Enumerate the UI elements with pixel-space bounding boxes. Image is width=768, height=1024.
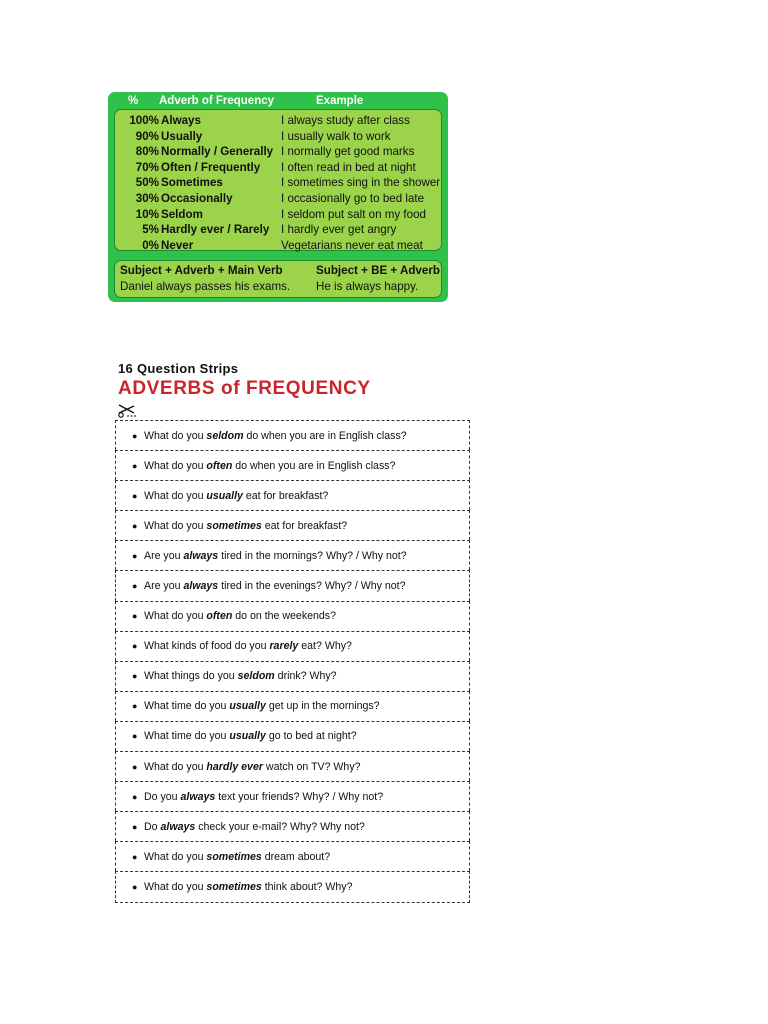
rule-example-left: Daniel always passes his exams. — [120, 280, 291, 293]
question-adverb: usually — [229, 700, 266, 713]
question-strips — [115, 420, 470, 903]
question-text — [144, 700, 380, 712]
bullet-icon: ● — [132, 430, 138, 441]
question-text — [144, 791, 383, 803]
row-percent: 90% — [135, 129, 159, 143]
question-prefix: Are you — [144, 580, 184, 593]
scissors-icon — [117, 402, 137, 418]
question-suffix: drink? Why? — [274, 670, 337, 683]
question-adverb: seldom — [206, 429, 244, 442]
question-prefix: What do you — [144, 760, 207, 773]
question-text — [144, 610, 336, 622]
question-text — [144, 730, 357, 742]
question-suffix: eat? Why? — [298, 640, 352, 653]
row-adverb: Always — [161, 114, 201, 127]
bullet-icon: ● — [132, 520, 138, 531]
row-percent: 0% — [142, 238, 159, 252]
row-adverb: Never — [161, 238, 194, 252]
question-strip — [115, 751, 470, 781]
question-strip — [115, 631, 470, 661]
frequency-row — [115, 176, 441, 192]
bullet-icon: ● — [132, 550, 138, 561]
bullet-icon: ● — [132, 821, 138, 832]
question-text — [144, 550, 407, 562]
question-prefix: What do you — [144, 489, 207, 502]
question-strip — [115, 540, 470, 570]
question-strip — [115, 781, 470, 811]
question-suffix: check your e-mail? Why? Why not? — [195, 820, 365, 833]
rule-adverb-main-verb: Subject + Adverb + Main Verb — [120, 264, 283, 277]
question-suffix: think about? Why? — [261, 880, 353, 893]
frequency-card — [108, 92, 448, 302]
row-percent: 50% — [135, 176, 159, 190]
frequency-row — [115, 208, 441, 224]
question-suffix: dream about? — [261, 850, 331, 863]
frequency-row — [115, 161, 441, 177]
row-example: Vegetarians never eat meat — [281, 238, 423, 252]
question-prefix: What time do you — [144, 730, 230, 743]
question-adverb: usually — [229, 730, 266, 743]
question-suffix: do when you are in English class? — [243, 429, 407, 442]
row-example: I sometimes sing in the shower — [281, 176, 441, 190]
question-adverb: always — [183, 549, 219, 562]
frequency-row — [115, 239, 441, 255]
question-adverb: sometimes — [206, 880, 262, 893]
question-adverb: rarely — [269, 640, 299, 653]
frequency-row — [115, 145, 441, 161]
row-percent: 80% — [135, 145, 159, 159]
rule-be-adverb: Subject + BE + Adverb — [316, 264, 440, 277]
strips-title: ADVERBS of FREQUENCY — [118, 378, 371, 399]
question-text — [144, 670, 337, 682]
question-suffix: do when you are in English class? — [232, 459, 396, 472]
bullet-icon: ● — [132, 851, 138, 862]
frequency-row — [115, 223, 441, 239]
question-prefix: What do you — [144, 429, 207, 442]
row-example: I occasionally go to bed late — [281, 192, 425, 205]
header-adverb: Adverb of Frequency — [159, 95, 275, 107]
question-suffix: eat for breakfast? — [242, 489, 329, 502]
frequency-row — [115, 130, 441, 146]
header-example: Example — [316, 95, 364, 107]
strips-label: 16 Question Strips — [118, 361, 239, 376]
row-example: I seldom put salt on my food — [281, 207, 426, 221]
row-adverb: Usually — [161, 129, 203, 143]
question-adverb: seldom — [237, 670, 275, 683]
question-strip — [115, 841, 470, 871]
question-text — [144, 490, 328, 502]
question-text — [144, 761, 361, 773]
question-text — [144, 460, 395, 472]
row-example: I hardly ever get angry — [281, 223, 397, 237]
bullet-icon: ● — [132, 791, 138, 802]
bullet-icon: ● — [132, 460, 138, 471]
question-strip — [115, 691, 470, 721]
row-percent: 10% — [135, 207, 159, 221]
question-strip — [115, 480, 470, 510]
question-strip — [115, 450, 470, 480]
question-suffix: tired in the evenings? Why? / Why not? — [218, 580, 406, 593]
header-percent: % — [128, 95, 139, 107]
row-percent: 5% — [142, 223, 159, 237]
question-adverb: always — [183, 580, 219, 593]
bullet-icon: ● — [132, 761, 138, 772]
row-example: I often read in bed at night — [281, 160, 416, 174]
question-prefix: What do you — [144, 610, 207, 623]
card-header — [108, 94, 448, 110]
question-text — [144, 821, 365, 833]
question-adverb: always — [160, 820, 196, 833]
bullet-icon: ● — [132, 581, 138, 592]
bullet-icon: ● — [132, 641, 138, 652]
row-example: I always study after class — [281, 114, 410, 127]
bullet-icon: ● — [132, 731, 138, 742]
question-suffix: tired in the mornings? Why? / Why not? — [218, 549, 407, 562]
row-adverb: Hardly ever / Rarely — [161, 223, 270, 237]
bullet-icon: ● — [132, 881, 138, 892]
question-prefix: What do you — [144, 880, 207, 893]
question-strip — [115, 661, 470, 691]
question-prefix: What things do you — [144, 670, 238, 683]
question-adverb: always — [180, 790, 216, 803]
question-strip — [115, 811, 470, 841]
rules-box — [114, 260, 442, 298]
row-example: I usually walk to work — [281, 129, 391, 143]
rule-example-right: He is always happy. — [316, 280, 419, 293]
question-suffix: text your friends? Why? / Why not? — [215, 790, 384, 803]
question-strip — [115, 570, 470, 600]
question-strip — [115, 510, 470, 540]
row-percent: 70% — [135, 160, 159, 174]
row-adverb: Occasionally — [161, 192, 233, 205]
bullet-icon: ● — [132, 490, 138, 501]
frequency-table — [114, 109, 442, 251]
frequency-row — [115, 114, 441, 130]
question-suffix: go to bed at night? — [265, 730, 357, 743]
question-strip — [115, 721, 470, 751]
question-prefix: What do you — [144, 459, 207, 472]
question-prefix: What kinds of food do you — [144, 640, 270, 653]
question-adverb: often — [206, 610, 233, 623]
question-strip — [115, 871, 470, 902]
frequency-row — [115, 192, 441, 208]
row-percent: 30% — [135, 192, 159, 205]
question-adverb: hardly ever — [206, 760, 263, 773]
question-prefix: What time do you — [144, 700, 230, 713]
question-adverb: sometimes — [206, 850, 262, 863]
question-prefix: Do you — [144, 790, 181, 803]
question-text — [144, 430, 407, 442]
row-adverb: Normally / Generally — [161, 145, 274, 159]
bullet-icon: ● — [132, 671, 138, 682]
question-prefix: What do you — [144, 850, 207, 863]
question-prefix: What do you — [144, 519, 207, 532]
question-suffix: do on the weekends? — [232, 610, 336, 623]
question-strip — [115, 420, 470, 450]
question-text — [144, 851, 330, 863]
question-text — [144, 640, 352, 652]
question-prefix: Are you — [144, 549, 184, 562]
question-adverb: sometimes — [206, 519, 262, 532]
row-example: I normally get good marks — [281, 145, 415, 159]
row-percent: 100% — [129, 114, 159, 127]
question-suffix: watch on TV? Why? — [262, 760, 361, 773]
question-adverb: often — [206, 459, 233, 472]
bullet-icon: ● — [132, 611, 138, 622]
question-text — [144, 881, 352, 893]
question-suffix: get up in the mornings? — [265, 700, 380, 713]
bullet-icon: ● — [132, 701, 138, 712]
question-text — [144, 520, 347, 532]
row-adverb: Seldom — [161, 207, 203, 221]
question-strip — [115, 601, 470, 631]
question-prefix: Do — [144, 820, 161, 833]
question-adverb: usually — [206, 489, 243, 502]
row-adverb: Sometimes — [161, 176, 223, 190]
question-text — [144, 580, 405, 592]
question-suffix: eat for breakfast? — [261, 519, 348, 532]
row-adverb: Often / Frequently — [161, 160, 261, 174]
